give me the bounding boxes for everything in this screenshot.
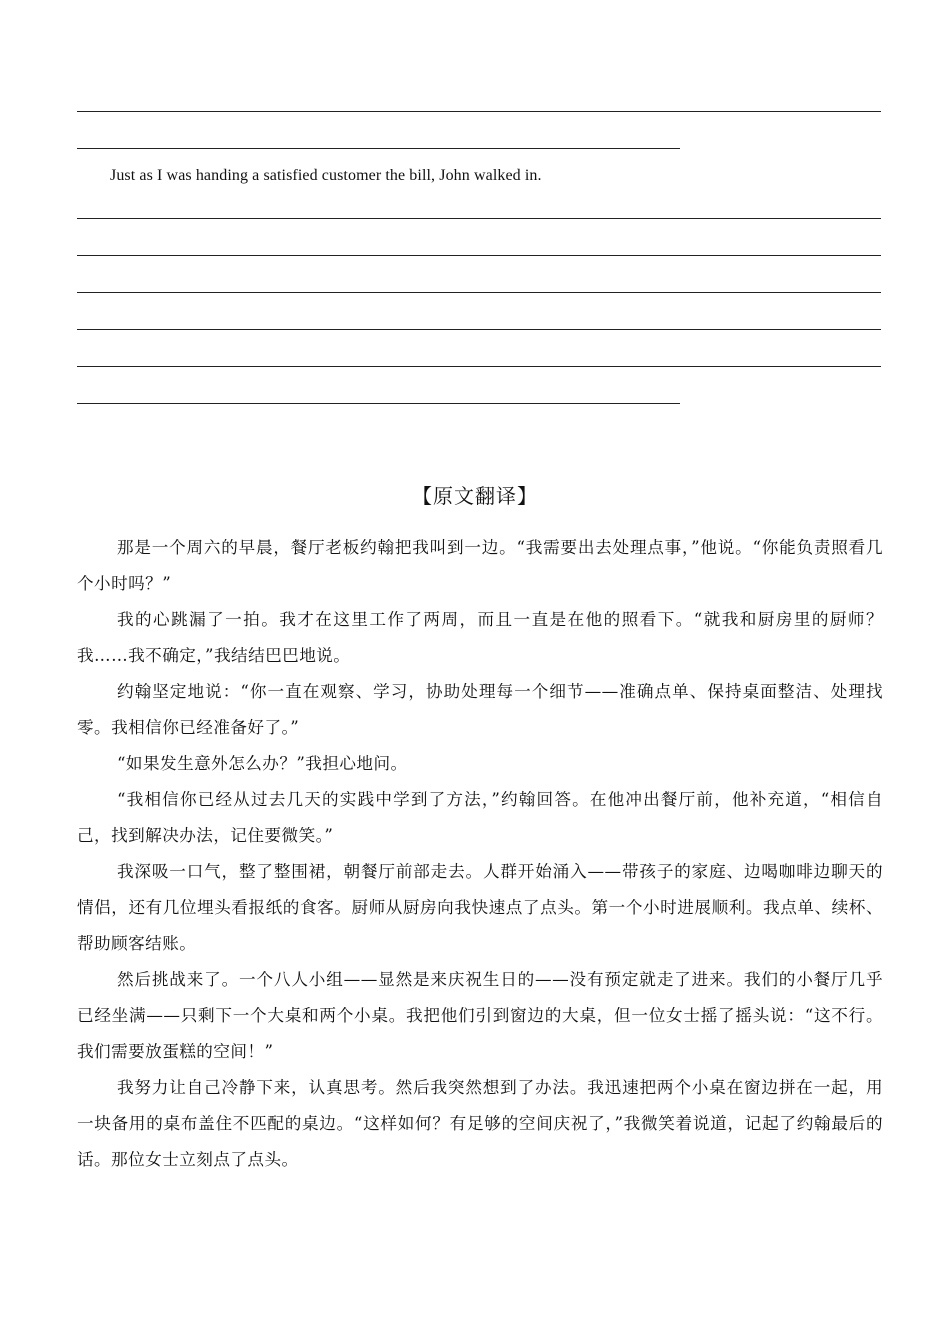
writing-line[interactable]: [77, 403, 680, 404]
continuation-prompt: Just as I was handing a satisfied customer the bill, John walked in.: [110, 167, 542, 184]
translation-paragraph: 我的心跳漏了一拍。我才在这里工作了两周，而且一直是在他的照看下。“就我和厨房里的厨师？我……我不确定，”我结结巴巴地说。: [77, 610, 883, 665]
translation-paragraph: 我努力让自己冷静下来，认真思考。然后我突然想到了办法。我迅速把两个小桌在窗边拼在一起，用一块备用的桌布盖住不匹配的桌边。“这样如何？有足够的空间庆祝了，”我微笑着说道，记起了约翰最后的话。那位女士立刻点了点头。: [77, 1078, 883, 1169]
writing-line[interactable]: [77, 148, 680, 149]
translation-paragraph: 那是一个周六的早晨，餐厅老板约翰把我叫到一边。“我需要出去处理点事，”他说。“你能负责照看几个小时吗？”: [77, 538, 883, 593]
translation-body: [77, 530, 883, 1178]
translation-paragraph: “如果发生意外怎么办？”我担心地问。: [117, 754, 408, 773]
translation-paragraph: 然后挑战来了。一个八人小组——显然是来庆祝生日的——没有预定就走了进来。我们的小餐厅几乎已经坐满——只剩下一个大桌和两个小桌。我把他们引到窗边的大桌，但一位女士摇了摇头说：“这不行。我们需要放蛋糕的空间！”: [77, 970, 883, 1061]
section-title: 【原文翻译】: [412, 484, 538, 508]
translation-paragraph: 约翰坚定地说：“你一直在观察、学习，协助处理每一个细节——准确点单、保持桌面整洁、处理找零。我相信你已经准备好了。”: [77, 682, 883, 737]
translation-paragraph: “我相信你已经从过去几天的实践中学到了方法，”约翰回答。在他冲出餐厅前，他补充道，“相信自己，找到解决办法，记住要微笑。”: [77, 790, 883, 845]
writing-line[interactable]: [77, 111, 881, 112]
writing-line[interactable]: [77, 366, 881, 367]
writing-line[interactable]: [77, 255, 881, 256]
writing-line[interactable]: [77, 329, 881, 330]
translation-paragraph: 我深吸一口气，整了整围裙，朝餐厅前部走去。人群开始涌入——带孩子的家庭、边喝咖啡边聊天的情侣，还有几位埋头看报纸的食客。厨师从厨房向我快速点了点头。第一个小时进展顺利。我点单、续杯、帮助顾客结账。: [77, 862, 883, 953]
writing-line[interactable]: [77, 292, 881, 293]
writing-line[interactable]: [77, 218, 881, 219]
